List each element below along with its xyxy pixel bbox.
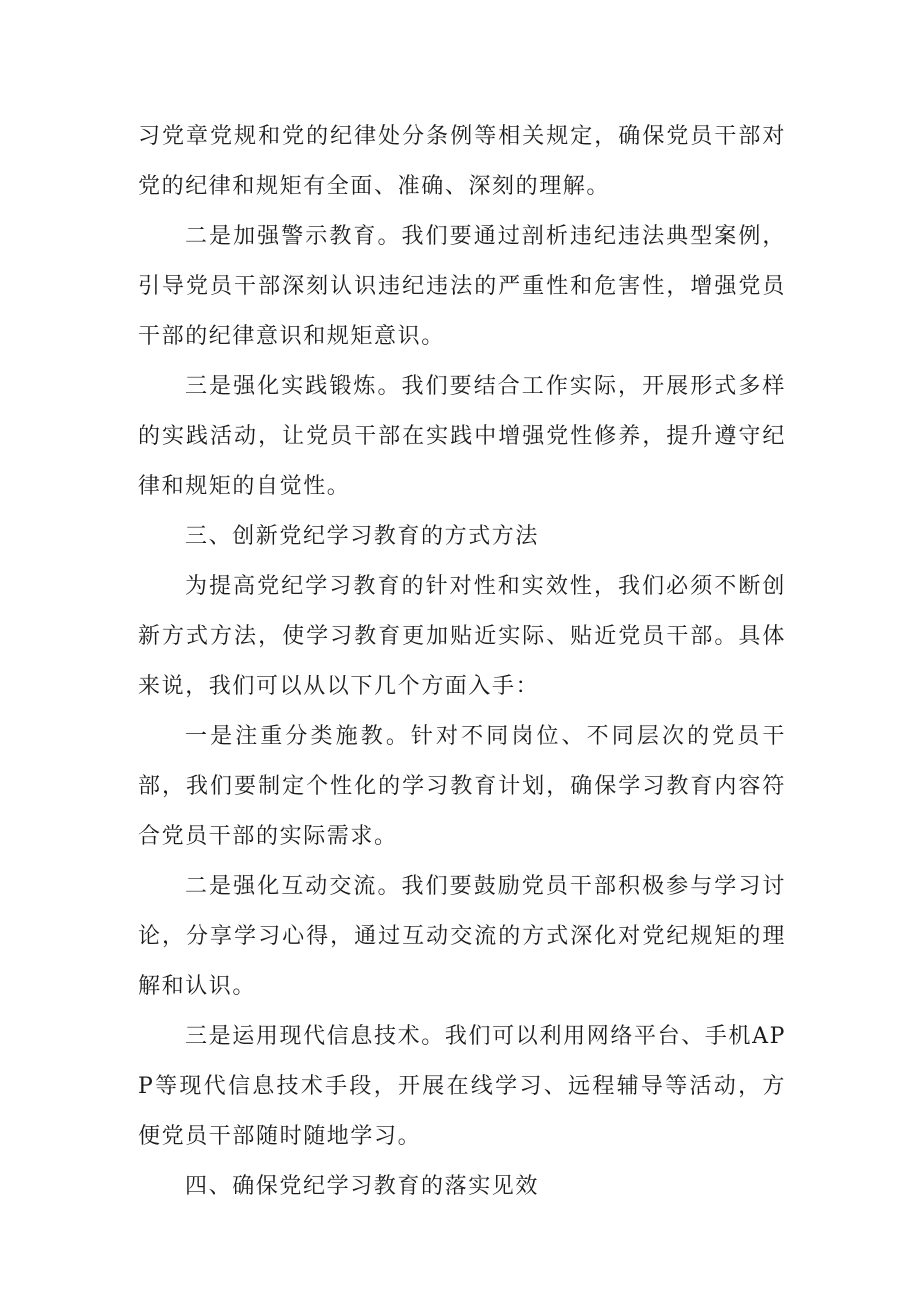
paragraph-continued: 习党章党规和党的纪律处分条例等相关规定，确保党员干部对党的纪律和规矩有全面、准确、深刻的理解。	[138, 124, 786, 199]
paragraph-practice-training: 三是强化实践锻炼。我们要结合工作实际，开展形式多样的实践活动，让党员干部在实践中增强党性修养，提升遵守纪律和规矩的自觉性。	[138, 374, 786, 499]
paragraph-information-technology: 三是运用现代信息技术。我们可以利用网络平台、手机APP等现代信息技术手段，开展在线学习、远程辅导等活动，方便党员干部随时随地学习。	[138, 1024, 786, 1149]
document-body	[138, 112, 786, 1212]
paragraph-innovate-methods: 为提高党纪学习教育的针对性和实效性，我们必须不断创新方式方法，使学习教育更加贴近实际、贴近党员干部。具体来说，我们可以从以下几个方面入手：	[138, 574, 786, 699]
paragraph-warning-education: 二是加强警示教育。我们要通过剖析违纪违法典型案例，引导党员干部深刻认识违纪违法的严重性和危害性，增强党员干部的纪律意识和规矩意识。	[138, 224, 786, 349]
section-heading-4: 四、确保党纪学习教育的落实见效	[185, 1174, 540, 1199]
section-heading-3: 三、创新党纪学习教育的方式方法	[185, 524, 540, 549]
paragraph-interactive-exchange: 二是强化互动交流。我们要鼓励党员干部积极参与学习讨论，分享学习心得，通过互动交流的方式深化对党纪规矩的理解和认识。	[138, 874, 786, 999]
paragraph-classified-teaching: 一是注重分类施教。针对不同岗位、不同层次的党员干部，我们要制定个性化的学习教育计划，确保学习教育内容符合党员干部的实际需求。	[138, 724, 786, 849]
